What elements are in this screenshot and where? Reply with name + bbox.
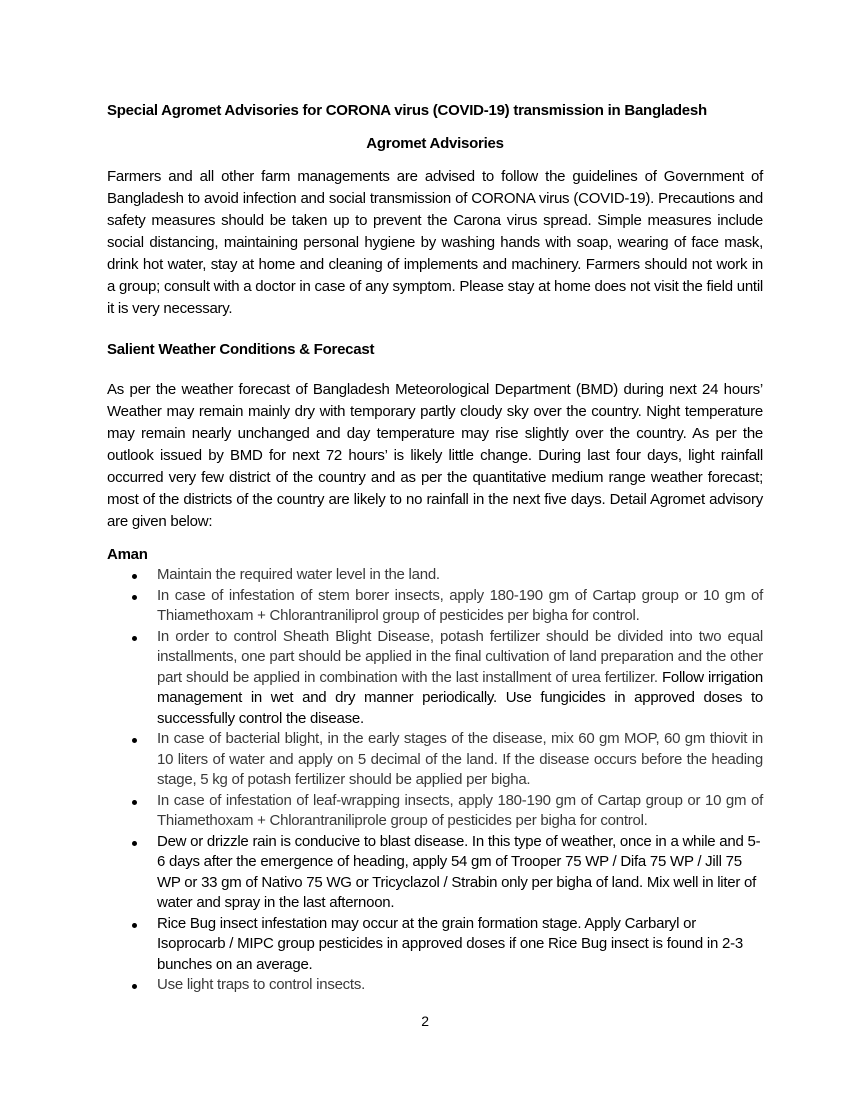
weather-paragraph: As per the weather forecast of Bangladesh Meteorological Department (BMD) during next 24 hours’ Weather may remain mainly dry with temporary partly cloudy sky over the country. Night temperature may remain nearly unchanged and day temperature may rise slightly over the country. As per the outlook issued by BMD for next 72 hours’ is likely little change. During last four days, light rainfall occurred very few district of the country and as per the quantitative medium range weather forecast; most of the districts of the country are likely to no rainfall in the next five days. Detail Agromet advisory are given below: xyxy=(107,381,763,530)
list-item xyxy=(107,586,763,627)
intro-paragraph: Farmers and all other farm managements are advised to follow the guidelines of Government of Bangladesh to avoid infection and social transmission of CORONA virus (COVID-19). Precautions and safety measures should be taken up to prevent the Carona virus spread. Simple measures include social distancing, maintaining personal hygiene by washing hands with soap, wearing of face mask, drink hot water, stay at home and cleaning of implements and machinery. Farmers should not work in a group; consult with a doctor in case of any symptom. Please stay at home does not visit the field until it is very necessary. xyxy=(107,168,763,317)
list-item-text-continued: Follow irrigation management in wet and dry manner periodically. Use fungicides in approved doses to successfully control the disease. xyxy=(157,668,763,727)
list-item-text: In case of infestation of stem borer insects, apply 180-190 gm of Cartap group or 10 gm of Thiamethoxam + Chlorantraniliprol group of pesticides per bigha for control. xyxy=(157,586,763,624)
bullet-icon xyxy=(132,595,137,600)
list-item xyxy=(107,975,763,996)
list-item xyxy=(107,565,763,586)
list-item-text: Use light traps to control insects. xyxy=(157,976,366,993)
list-item-text: Maintain the required water level in the land. xyxy=(157,566,440,583)
list-item xyxy=(107,627,763,730)
list-item xyxy=(107,729,763,791)
bullet-icon xyxy=(132,636,137,641)
bullet-icon xyxy=(132,738,137,743)
list-item xyxy=(107,832,763,914)
weather-heading: Salient Weather Conditions & Forecast xyxy=(107,341,375,358)
document-title: Special Agromet Advisories for CORONA virus (COVID-19) transmission in Bangladesh xyxy=(107,102,707,119)
section-subtitle: Agromet Advisories xyxy=(366,135,504,152)
advisory-list xyxy=(107,565,763,996)
bullet-icon xyxy=(132,841,137,846)
bullet-icon xyxy=(132,574,137,579)
list-item-text: Dew or drizzle rain is conducive to blast disease. In this type of weather, once in a while and 5-6 days after the emergence of heading, apply 54 gm of Trooper 75 WP / Difa 75 WP / Jill 75 WP or 33 gm of Nativo 75 WG or Tricyclazol / Strabin only per bigha of land. Mix well in liter of water and spray in the last afternoon. xyxy=(157,832,761,911)
list-item xyxy=(107,791,763,832)
bullet-icon xyxy=(132,800,137,805)
bullet-icon xyxy=(132,923,137,928)
list-item-text: Rice Bug insect infestation may occur at the grain formation stage. Apply Carbaryl or Isoprocarb / MIPC group pesticides in approved doses if one Rice Bug insect is found in 2-3 bunches on an average. xyxy=(157,914,743,973)
list-item-text: In case of infestation of leaf-wrapping insects, apply 180-190 gm of Cartap group or 10 gm of Thiamethoxam + Chlorantraniliprole group of pesticides per bigha for control. xyxy=(157,791,763,829)
list-item-text: In case of bacterial blight, in the early stages of the disease, mix 60 gm MOP, 60 gm thiovit in 10 liters of water and apply on 5 decimal of the land. If the disease occurs before the heading stage, 5 kg of potash fertilizer should be applied per bigha. xyxy=(157,730,763,788)
crop-heading: Aman xyxy=(107,546,148,563)
bullet-icon xyxy=(132,984,137,989)
list-item xyxy=(107,914,763,976)
list-item-text: In order to control Sheath Blight Disease, potash fertilizer should be divided into two equal installments, one part should be applied in the final cultivation of land preparation and the other part should be applied in combination with the last installment of urea fertilizer. xyxy=(157,627,763,686)
page-number: 2 xyxy=(421,1013,429,1029)
